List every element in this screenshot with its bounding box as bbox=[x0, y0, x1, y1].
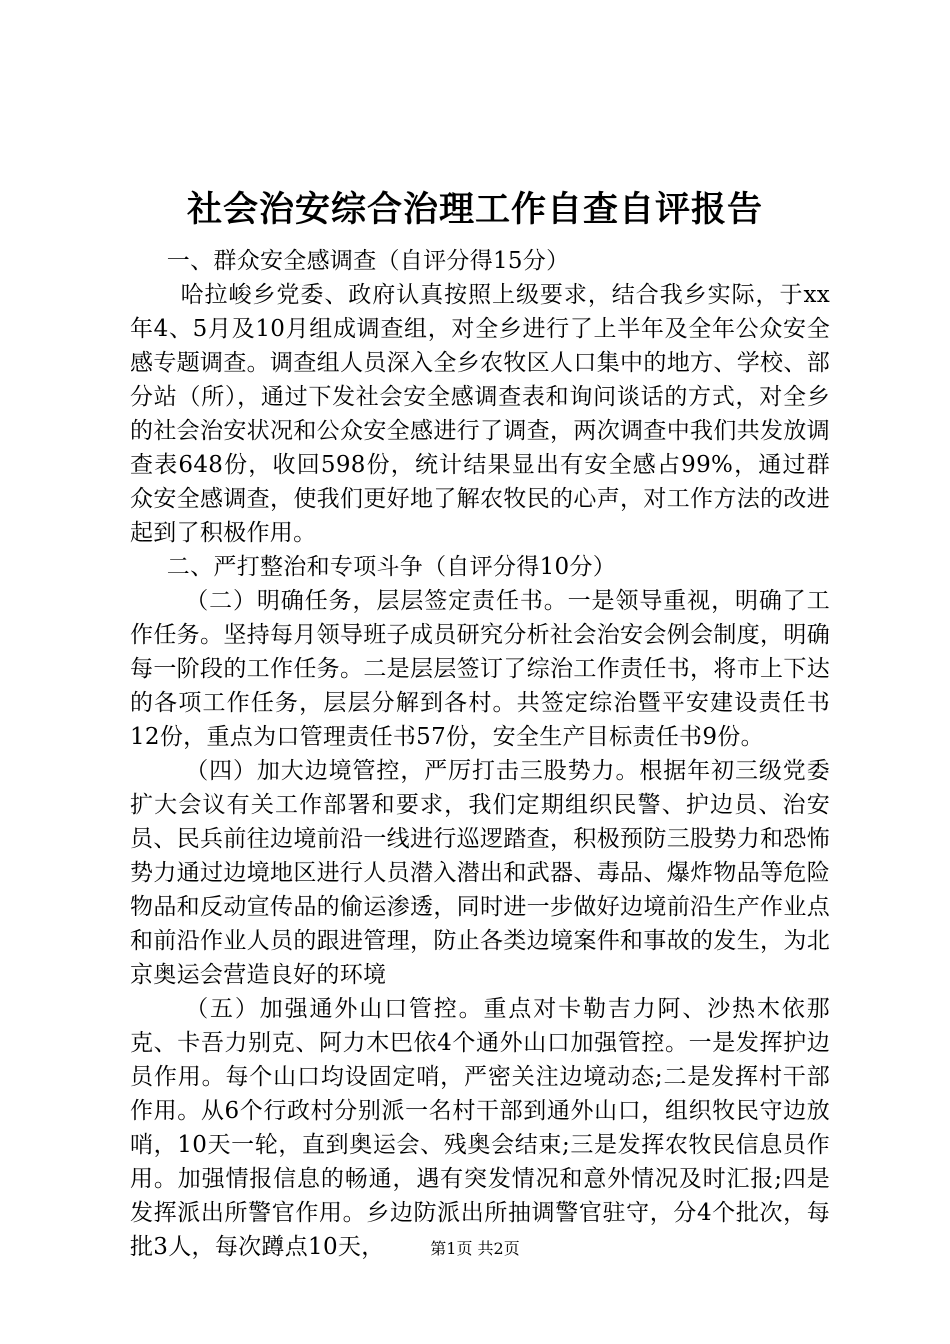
document-body bbox=[130, 244, 830, 1264]
page-footer: 第1页 共2页 bbox=[430, 1239, 520, 1258]
section-heading-1: 一、群众安全感调查（自评分得15分） bbox=[166, 248, 570, 274]
section-heading-2: 二、严打整治和专项斗争（自评分得10分） bbox=[166, 554, 617, 580]
document-title: 社会治安综合治理工作自查自评报告 bbox=[186, 189, 763, 230]
paragraph-survey: 哈拉峻乡党委、政府认真按照上级要求，结合我乡实际，于xx年4、5月及10月组成调查组，对全乡进行了上半年及全年公众安全感专题调查。调查组人员深入全乡农牧区人口集中的地方、学校、部分站（所），通过下发社会安全感调查表和询问谈话的方式，对全乡的社会治安状况和公众安全感进行了调查，两次调查中我们共发放调查表648份，收回598份，统计结果显出有安全感占99%，通过群众安全感调查，使我们更好地了解农牧民的心声，对工作方法的改进起到了积极作用。 bbox=[130, 282, 830, 546]
paragraph-item-4: （四）加大边境管控，严厉打击三股势力。根据年初三级党委扩大会议有关工作部署和要求，我们定期组织民警、护边员、治安员、民兵前往边境前沿一线进行巡逻踏查，积极预防三股势力和恐怖势力通过边境地区进行人员潜入潜出和武器、毒品、爆炸物品等危险物品和反动宣传品的偷运渗透，同时进一步做好边境前沿生产作业点和前沿作业人员的跟进管理，防止各类边境案件和事故的发生，为北京奥运会营造良好的环境 bbox=[130, 758, 830, 988]
paragraph-item-2: （二）明确任务，层层签定责任书。一是领导重视，明确了工作任务。坚持每月领导班子成员研究分析社会治安会例会制度，明确每一阶段的工作任务。二是层层签订了综治工作责任书，将市上下达的各项工作任务，层层分解到各村。共签定综治暨平安建设责任书12份，重点为口管理责任书57份，安全生产目标责任书9份。 bbox=[130, 588, 830, 750]
paragraph-item-5: （五）加强通外山口管控。重点对卡勒吉力阿、沙热木依那克、卡吾力别克、阿力木巴依4个通外山口加强管控。一是发挥护边员作用。每个山口均设固定哨，严密关注边境动态;二是发挥村干部作用。从6个行政村分别派一名村干部到通外山口，组织牧民守边放哨，10天一轮，直到奥运会、残奥会结束;三是发挥农牧民信息员作用。加强情报信息的畅通，遇有突发情况和意外情况及时汇报;四是发挥派出所警官作用。乡边防派出所抽调警官驻守，分4个批次，每批3人，每次蹲点10天， bbox=[130, 996, 830, 1260]
